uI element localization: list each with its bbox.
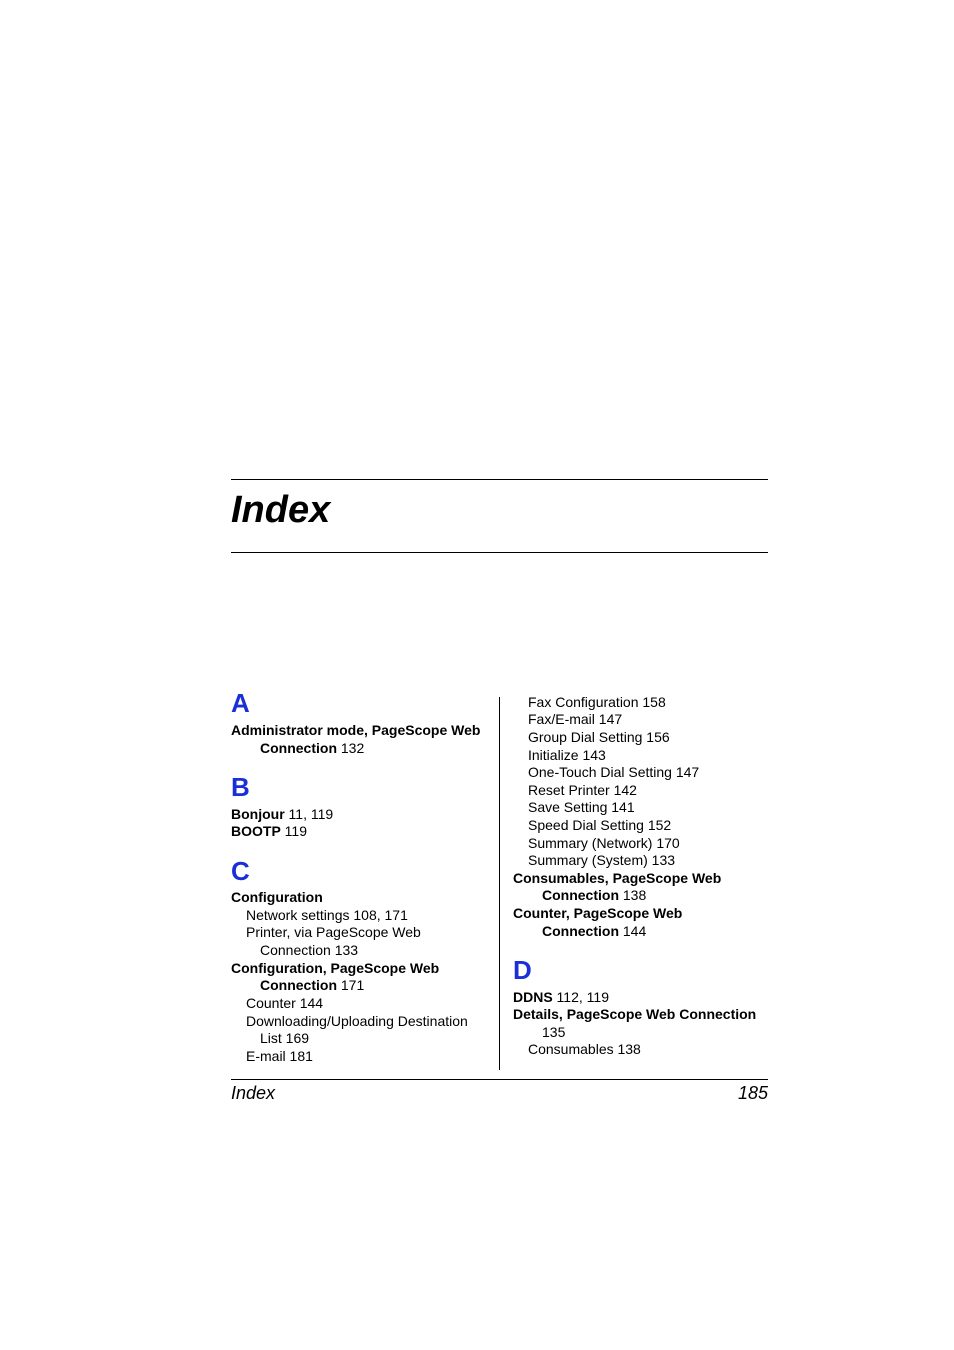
index-subentry: Consumables 138 bbox=[528, 1041, 641, 1057]
footer-page-number: 185 bbox=[737, 1083, 768, 1103]
column-divider bbox=[499, 697, 500, 1070]
index-subentry: Save Setting 141 bbox=[528, 799, 635, 815]
index-letter-a: A bbox=[231, 688, 250, 718]
index-subentry-continuation: Connection 133 bbox=[260, 942, 359, 958]
index-entry: BOOTP 119 bbox=[231, 823, 307, 839]
index-entry-term: Configuration, PageScope Web bbox=[231, 960, 440, 976]
index-subentry-continuation: List 169 bbox=[260, 1030, 310, 1046]
title-bottom-rule bbox=[231, 552, 768, 553]
index-subentry: Printer, via PageScope Web bbox=[246, 924, 421, 940]
index-entry-term: Configuration bbox=[231, 889, 323, 905]
index-entry-continuation: 135 bbox=[542, 1024, 566, 1040]
index-letter-c: C bbox=[231, 856, 250, 886]
index-letter-b: B bbox=[231, 772, 250, 802]
title-top-rule bbox=[231, 479, 768, 480]
index-entry: Bonjour 11, 119 bbox=[231, 806, 334, 822]
index-subentry: Network settings 108, 171 bbox=[246, 907, 408, 923]
index-subentry: Fax/E-mail 147 bbox=[528, 711, 623, 727]
index-subentry: Initialize 143 bbox=[528, 747, 606, 763]
index-entry-continuation: Connection 132 bbox=[260, 740, 365, 756]
index-letter-d: D bbox=[513, 955, 532, 985]
footer-section-title: Index bbox=[231, 1083, 276, 1103]
index-subentry: Fax Configuration 158 bbox=[528, 694, 666, 710]
index-entry-term: Counter, PageScope Web bbox=[513, 905, 683, 921]
index-entry-term: Consumables, PageScope Web bbox=[513, 870, 722, 886]
index-subentry: Counter 144 bbox=[246, 995, 324, 1011]
index-subentry: Group Dial Setting 156 bbox=[528, 729, 670, 745]
index-subentry: Summary (Network) 170 bbox=[528, 835, 680, 851]
index-entry-continuation: Connection 138 bbox=[542, 887, 647, 903]
index-entry-term: Administrator mode, PageScope Web bbox=[231, 722, 481, 738]
index-subentry: Downloading/Uploading Destination bbox=[246, 1013, 468, 1029]
index-subentry: Speed Dial Setting 152 bbox=[528, 817, 672, 833]
page-title: Index bbox=[231, 489, 331, 531]
index-entry-continuation: Connection 144 bbox=[542, 923, 647, 939]
footer-rule bbox=[231, 1079, 768, 1080]
index-subentry: One-Touch Dial Setting 147 bbox=[528, 764, 700, 780]
index-entry: DDNS 112, 119 bbox=[513, 989, 609, 1005]
index-subentry: Summary (System) 133 bbox=[528, 852, 676, 868]
index-entry-term: Details, PageScope Web Connection bbox=[513, 1006, 757, 1022]
index-entry-continuation: Connection 171 bbox=[260, 977, 365, 993]
index-subentry: Reset Printer 142 bbox=[528, 782, 637, 798]
index-subentry: E-mail 181 bbox=[246, 1048, 313, 1064]
